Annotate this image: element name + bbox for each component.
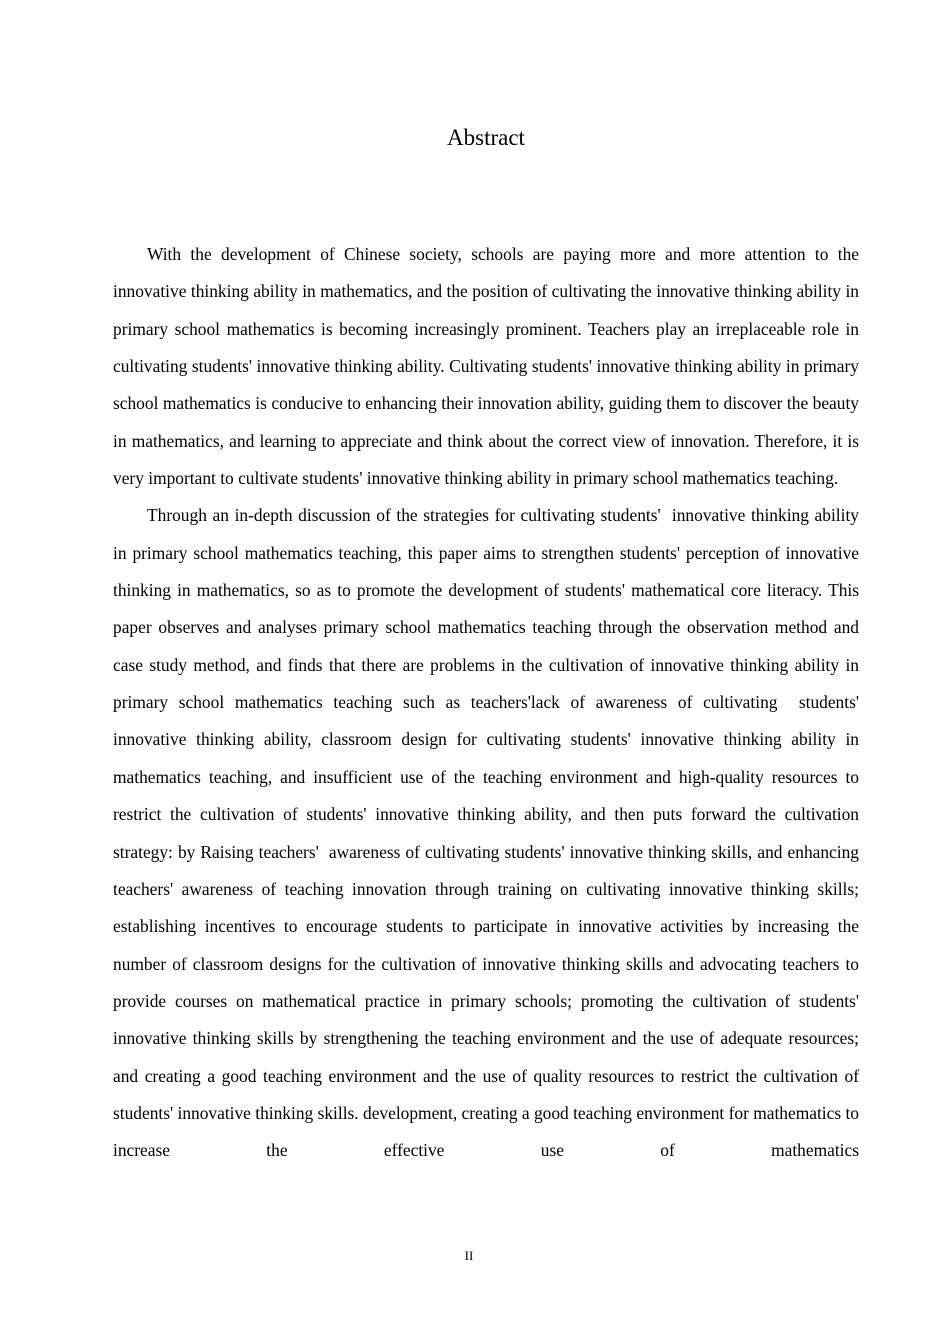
abstract-title: Abstract [447, 125, 525, 150]
abstract-body [113, 236, 868, 1170]
abstract-paragraph-1: With the development of Chinese society, schools are paying more and more attention to the innovative thinking ability in mathematics, and the position of cultivating the innovative thinking ability in primary school mathematics is becoming increasingly prominent. Teachers play an irreplaceable role in cultivating students' innovative thinking ability. Cultivating students' innovative thinking ability in primary school mathematics is conducive to enhancing their innovation ability, guiding them to discover the beauty in mathematics, and learning to appreciate and think about the correct view of innovation. Therefore, it is very important to cultivate students' innovative thinking ability in primary school mathematics teaching. [113, 244, 864, 489]
page-number: II [464, 1248, 474, 1263]
abstract-paragraph-2: Through an in-depth discussion of the strategies for cultivating students' innovative thinking ability in primary school mathematics teaching, this paper aims to strengthen students' perception of innovative thinking in mathematics, so as to promote the development of students' mathematical core literacy. This paper observes and analyses primary school mathematics teaching through the observation method and case study method, and finds that there are problems in the cultivation of innovative thinking ability in primary school mathematics teaching such as teachers'lack of awareness of cultivating students' innovative thinking ability, classroom design for cultivating students' innovative thinking ability in mathematics teaching, and insufficient use of the teaching environment and high-quality resources to restrict the cultivation of students' innovative thinking ability, and then puts forward the cultivation strategy: by Raising teachers' awareness of cultivating students' innovative thinking skills, and enhancing teachers' awareness of teaching innovation through training on cultivating innovative thinking skills; establishing incentives to encourage students to participate in innovative activities by increasing the number of classroom designs for the cultivation of innovative thinking skills and advocating teachers to provide courses on mathematical practice in primary schools; promoting the cultivation of students' innovative thinking skills by strengthening the teaching environment and the use of adequate resources; and creating a good teaching environment and the use of quality resources to restrict the cultivation of students' innovative thinking skills. development, creating a good teaching environment for mathematics to increase the effective use of mathematics [113, 505, 868, 1161]
